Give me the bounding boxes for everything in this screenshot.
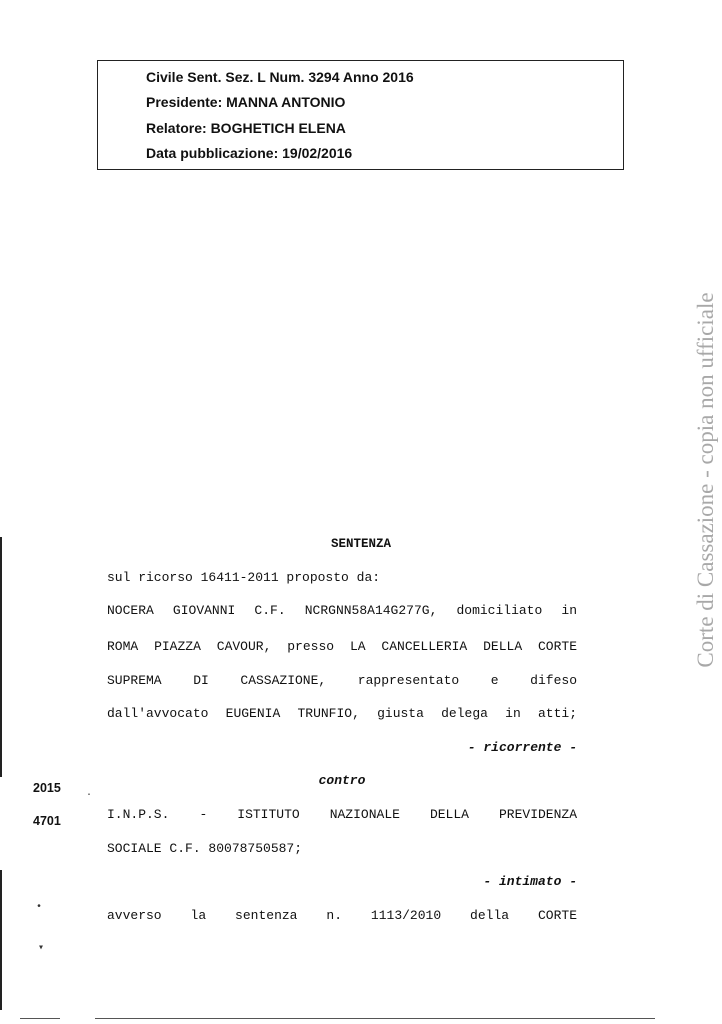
- margin-year: 2015: [33, 781, 61, 795]
- left-edge-line: [0, 537, 2, 777]
- role-label-ricorrente: - ricorrente -: [467, 740, 577, 755]
- contro-label: contro: [318, 773, 366, 788]
- header-line-president: Presidente: MANNA ANTONIO: [146, 94, 346, 110]
- watermark: Corte di Cassazione - copia non ufficiale: [693, 292, 718, 668]
- scan-speck: •: [36, 902, 43, 913]
- body-line: SUPREMA DI CASSAZIONE, rappresentato e difeso: [107, 673, 577, 688]
- header-line-section: Civile Sent. Sez. L Num. 3294 Anno 2016: [146, 69, 414, 85]
- scan-speck: ▾: [38, 943, 45, 954]
- header-line-rapporteur: Relatore: BOGHETICH ELENA: [146, 120, 346, 136]
- body-line: sul ricorso 16411-2011 proposto da:: [107, 570, 381, 585]
- margin-number: 4701: [33, 814, 61, 828]
- document-title: SENTENZA: [330, 537, 391, 551]
- bottom-rule: [20, 1018, 60, 1019]
- body-line: NOCERA GIOVANNI C.F. NCRGNN58A14G277G, domiciliato in: [107, 603, 577, 618]
- body-line: SOCIALE C.F. 80078750587;: [107, 841, 303, 856]
- body-line: avverso la sentenza n. 1113/2010 della CORTE: [107, 908, 577, 923]
- body-line: I.N.P.S. - ISTITUTO NAZIONALE DELLA PREVIDENZA: [107, 807, 577, 822]
- header-line-publication-date: Data pubblicazione: 19/02/2016: [146, 145, 353, 161]
- body-line: ROMA PIAZZA CAVOUR, presso LA CANCELLERIA DELLA CORTE: [107, 639, 577, 654]
- header-box: [97, 60, 624, 170]
- role-label-intimato: - intimato -: [483, 874, 577, 889]
- left-edge-line: [0, 870, 2, 1010]
- bottom-rule: [95, 1018, 655, 1019]
- body-line: dall'avvocato EUGENIA TRUNFIO, giusta delega in atti;: [107, 706, 577, 721]
- scan-speck: ·: [86, 790, 93, 801]
